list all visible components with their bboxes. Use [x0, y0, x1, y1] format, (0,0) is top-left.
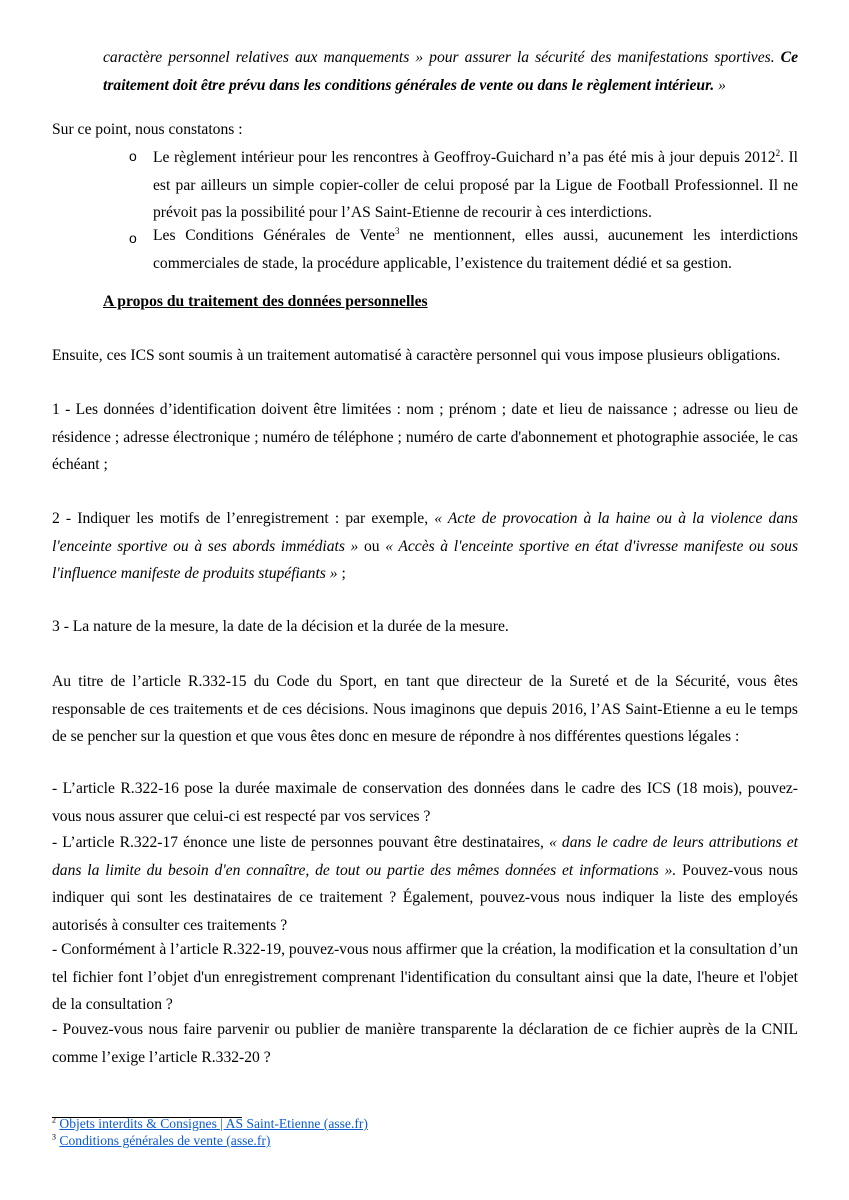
reasons-lead: 2 - Indiquer les motifs de l’enregistrement : par exemple, [52, 510, 435, 527]
question-1: - L’article R.322-16 pose la durée maximale de conservation des données dans le cadre des ICS (18 mois), pouvez-vous nous assurer que celui-ci est respecté par vos services ? [52, 780, 798, 825]
article-paragraph: Au titre de l’article R.332-15 du Code du Sport, en tant que directeur de la Sureté et de la Sécurité, vous êtes responsable de ces traitements et de ces décisions. Nous imaginons que depuis 2016, l’AS Saint-Etienne a eu le temps de se pencher sur la question et que vous êtes donc en mesure de répondre à nos différentes questions légales : [52, 673, 798, 745]
footnote-2-number: 2 [52, 1115, 56, 1125]
bullet-item-1 [153, 144, 798, 227]
reasons-end: ; [337, 565, 346, 582]
footnote-3-link[interactable]: Conditions générales de vente (asse.fr) [59, 1133, 271, 1148]
intro-quote-italic: caractère personnel relatives aux manquements » pour assurer la sécurité des manifestations sportives. [103, 49, 775, 66]
bullet-2-text-b: ne mentionnent, elles aussi, aucunement les interdictions commerciales de stade, la procédure applicable, l’existence du traitement dédié et sa gestion. [153, 227, 798, 272]
question-2-quote: « dans le cadre de leurs attributions et dans la limite du besoin d'en connaître, de tout ou partie des mêmes données et informations ». [52, 834, 798, 879]
registration-reasons-item [52, 505, 798, 588]
measure-nature-item: 3 - La nature de la mesure, la date de la décision et la durée de la mesure. [52, 618, 509, 635]
section-heading: A propos du traitement des données personnelles [103, 293, 428, 310]
footnote-2 [52, 1115, 368, 1132]
obligations-intro: Ensuite, ces ICS sont soumis à un traitement automatisé à caractère personnel qui vous impose plusieurs obligations. [52, 347, 781, 364]
intro-quote-closing: » [718, 76, 726, 94]
intro-quote-paragraph [103, 44, 798, 99]
bullet-marker-2: o [129, 230, 137, 246]
question-2 [52, 829, 798, 939]
bullet-item-2 [153, 222, 798, 277]
reasons-connector: ou [358, 537, 386, 555]
bullet-1-text-b: . Il est par ailleurs un simple copier-coller de celui proposé par la Ligue de Football Professionnel. Il ne prévoit pas la possibilité pour l’AS Saint-Etienne de recourir à ces interdictions. [153, 149, 799, 221]
bullet-marker-1: o [129, 148, 137, 164]
footnote-ref-3: 3 [394, 225, 400, 236]
question-4: - Pouvez-vous nous faire parvenir ou publier de manière transparente la déclaration de ce fichier auprès de la CNIL comme l’exige l’article R.332-20 ? [52, 1021, 798, 1066]
bullet-1-text-a: Le règlement intérieur pour les rencontres à Geoffroy-Guichard n’a pas été mis à jour depuis 2012 [153, 149, 776, 166]
question-3: - Conformément à l’article R.322-19, pouvez-vous nous affirmer que la création, la modification et la consultation d’un tel fichier font l’objet d'un enregistrement comprenant l'identification du consultant ainsi que la date, l'heure et l'objet de la consultation ? [52, 941, 798, 1013]
footnote-ref-2: 2 [775, 147, 781, 158]
observation-lead: Sur ce point, nous constatons : [52, 121, 243, 138]
footnote-3 [52, 1132, 270, 1149]
intro-quote-bold: Ce traitement doit être prévu dans les conditions générales de vente ou dans le règlement intérieur. [103, 49, 798, 94]
footnote-3-number: 3 [52, 1132, 56, 1142]
question-2-end: Pouvez-vous nous indiquer qui sont les destinataires de ce traitement ? Également, pouvez-vous nous indiquer la liste des employés autorisés à consulter ces traitements ? [52, 861, 798, 934]
bullet-2-text-a: Les Conditions Générales de Vente [153, 227, 395, 244]
reason-example-2: « Accès à l'enceinte sportive en état d'ivresse manifeste ou sous l'influence manifeste de produits stupéfiants » [52, 537, 799, 582]
footnote-2-link[interactable]: Objets interdits & Consignes | AS Saint-Etienne (asse.fr) [59, 1116, 368, 1131]
reason-example-1: « Acte de provocation à la haine ou à la violence dans l'enceinte sportive ou à ses abords immédiats » [52, 510, 798, 555]
identification-data-item: 1 - Les données d’identification doivent être limitées : nom ; prénom ; date et lieu de naissance ; adresse ou lieu de résidence ; adresse électronique ; numéro de téléphone ; numéro de carte d'abonnement et photographie associée, le cas échéant ; [52, 401, 798, 473]
question-2-lead: - L’article R.322-17 énonce une liste de personnes pouvant être destinataires, [52, 834, 550, 851]
